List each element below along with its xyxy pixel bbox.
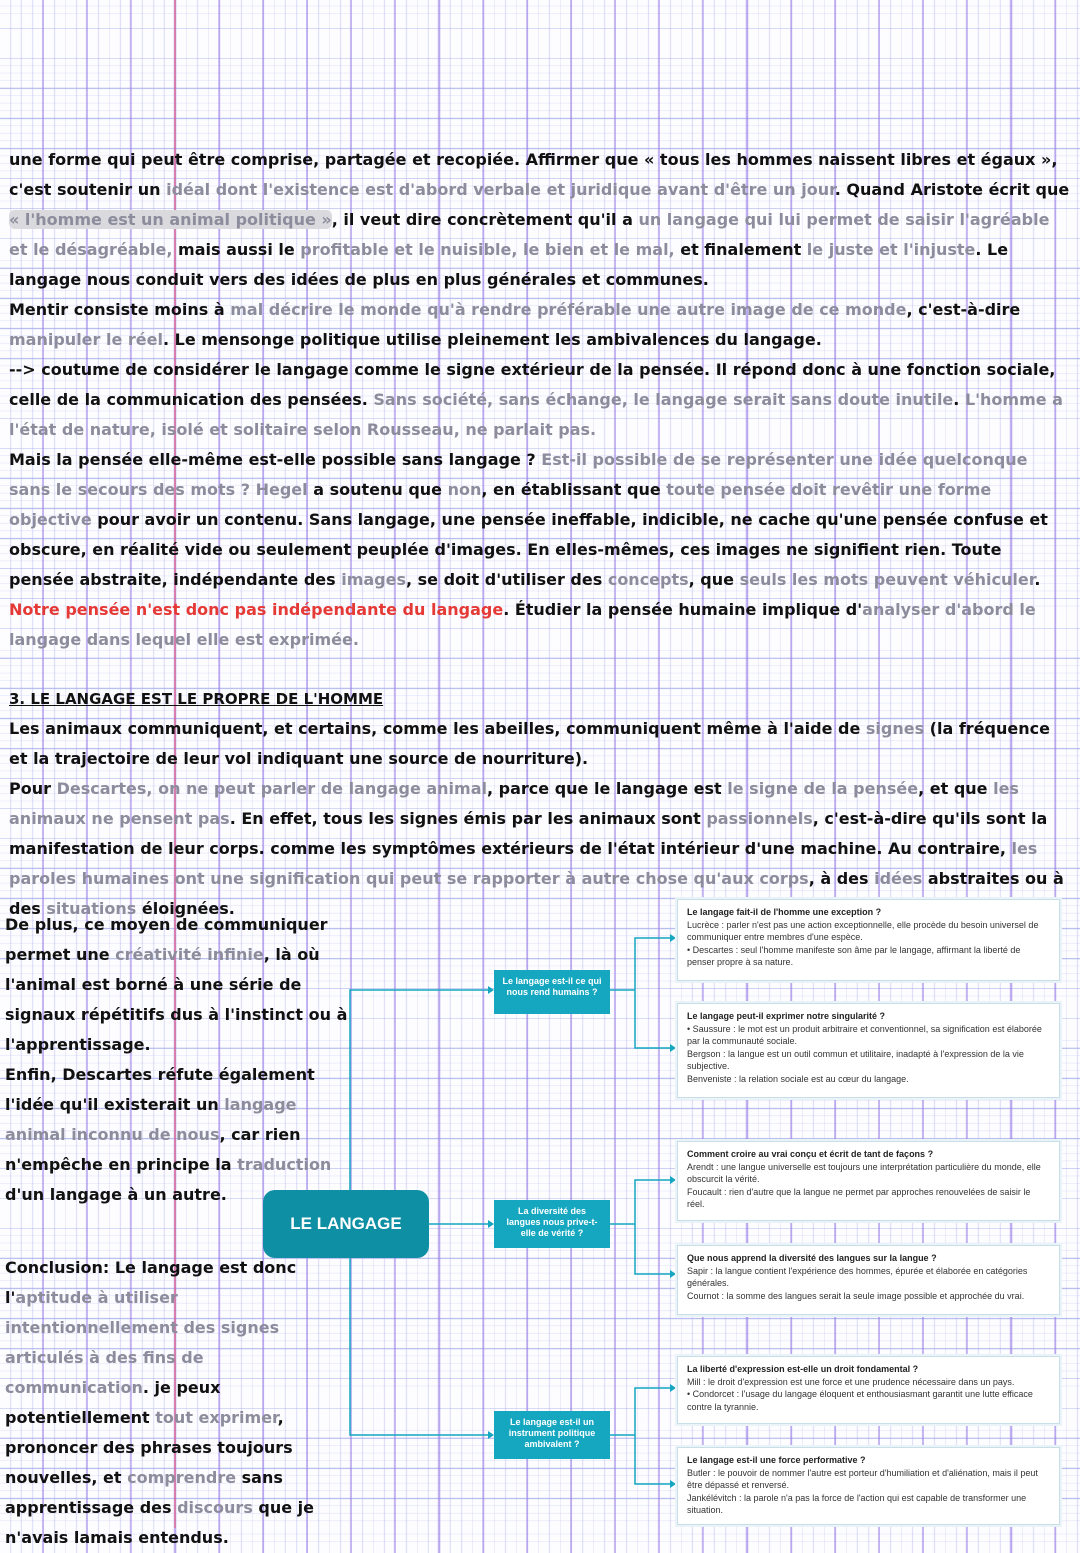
- text-grey: signes: [865, 719, 925, 738]
- text: .: [953, 390, 965, 409]
- text: . Étudier la pensée humaine implique d': [503, 600, 863, 619]
- connector-boxes-3: [610, 1388, 670, 1484]
- mindmap-box-singularity: [677, 1003, 1060, 1098]
- text: , en établissant que: [481, 480, 667, 499]
- text: Les animaux communiquent, et certains, comme les abeilles, communiquent même à l'aide de: [9, 719, 866, 738]
- text: d'un langage à un autre.: [5, 1185, 227, 1204]
- box-line: Lucrèce : parler n'est pas une action exceptionnelle, elle procède du besoin universel de communiquer entre membres d'une espèce.: [687, 919, 1039, 942]
- box-line: Bergson : la langue est un outil commun et utilitaire, inadapté à l'expression de la vie subjective.: [687, 1048, 1024, 1071]
- box-line: Benveniste : la relation sociale est au cœur du langage.: [687, 1073, 909, 1084]
- text-grey: créativité infinie: [115, 945, 264, 964]
- text-grey: concepts: [607, 570, 689, 589]
- mindmap-branch-node-politics: Le langage est-il un instrument politique ambivalent ?: [494, 1411, 610, 1459]
- box-question: La liberté d'expression est-elle un droit fondamental ?: [687, 1364, 919, 1374]
- arrowhead: [670, 1480, 676, 1488]
- text: et finalement: [674, 240, 807, 259]
- text: abstraites ou à des: [9, 869, 1064, 918]
- text: , il veut dire concrètement qu'il a: [331, 210, 639, 229]
- box-line: Sapir : la langue contient l'expérience des hommes, épurée et élaborée en catégories générales.: [687, 1265, 1028, 1288]
- box-line: Mill : le droit d'expression est une force et une prudence nécessaire dans un pays.: [687, 1376, 1015, 1387]
- text: mais aussi le: [172, 240, 301, 259]
- text: , se doit d'utiliser des: [406, 570, 608, 589]
- text: Mais la pensée elle-même est-elle possible sans langage ?: [9, 450, 542, 469]
- text: , et que: [918, 779, 994, 798]
- text-grey: toute pensée doit revêtir une forme objective: [9, 480, 992, 529]
- text: . je peux potentiellement: [5, 1378, 221, 1427]
- text-grey: mal décrire le monde qu'à rendre préférable une autre image de ce monde: [230, 300, 907, 319]
- text: Mentir consiste moins à: [9, 300, 231, 319]
- text: , parce que le langage est: [487, 779, 728, 798]
- mindmap-branch-node-diversity: La diversité des langues nous prive-t-elle de vérité ?: [494, 1200, 610, 1248]
- text-grey: analyser d'abord le langage dans lequel elle est exprimée.: [9, 600, 1036, 649]
- text: , que: [688, 570, 740, 589]
- box-line: Cournot : la somme des langues serait la seule image possible et approchée du vrai.: [687, 1290, 1025, 1301]
- text: . Le langage nous conduit vers des idées de plus en plus générales et communes.: [9, 240, 1009, 289]
- box-line: Arendt : une langue universelle est toujours une interprétation particulière du monde, elle obscurcit la vérité.: [687, 1161, 1041, 1184]
- text: . Le mensonge politique utilise pleinement les ambivalences du langage.: [162, 330, 822, 349]
- text: . En effet, tous les signes émis par les animaux sont: [229, 809, 707, 828]
- text: une forme qui peut être comprise, partagée et recopiée. Affirmer que « tous les hommes naissent libres et égaux », c'est soutenir un: [9, 150, 1058, 199]
- text-grey: seuls les mots peuvent véhiculer: [739, 570, 1035, 589]
- text-grey: le signe de la pensée: [727, 779, 919, 798]
- text-grey: un langage qui lui permet de saisir l'agréable et le désagréable,: [9, 210, 1050, 259]
- arrowhead: [670, 1270, 676, 1278]
- text: . Quand Aristote écrit que: [834, 180, 1070, 199]
- text: , à des: [808, 869, 875, 888]
- arrowhead: [670, 934, 676, 942]
- box-line: • Descartes : seul l'homme manifeste son âme par le langage, affirmant la liberté de penser propre à sa nature.: [687, 944, 1021, 967]
- arrowhead: [670, 1044, 676, 1052]
- text: .: [1034, 570, 1041, 589]
- box-question: Que nous apprend la diversité des langues sur la langue ?: [687, 1253, 937, 1263]
- box-question: Le langage peut-il exprimer notre singularité ?: [687, 1011, 886, 1021]
- text-grey: images: [341, 570, 406, 589]
- box-line: Butler : le pouvoir de nommer l'autre est porteur d'humiliation et d'aliénation, mais il peut être dépassé et renversé.: [687, 1467, 1038, 1490]
- text-grey: manipuler le réel: [9, 330, 163, 349]
- text-grey: aptitude à utiliser intentionnellement des signes articulés à des fins de communication: [5, 1288, 280, 1397]
- mindmap-box-freedom: [677, 1356, 1060, 1424]
- mindmap-box-diversity: [677, 1245, 1060, 1315]
- text-grey: discours: [177, 1498, 253, 1517]
- conclusion-red: Notre pensée n'est donc pas indépendante du langage: [9, 600, 504, 619]
- text-grey: non: [447, 480, 482, 499]
- text-grey: Descartes, on ne peut parler de langage animal: [56, 779, 487, 798]
- mindmap-box-exception: [677, 899, 1060, 981]
- connector-branch-1: [350, 990, 488, 1224]
- text: De plus, ce moyen de communiquer permet une: [5, 915, 328, 964]
- text-grey: langage animal inconnu de nous: [5, 1095, 297, 1144]
- mindmap-box-truth: [677, 1141, 1060, 1221]
- text: --> coutume de considérer le langage comme le signe extérieur de la pensée. Il répond donc à une fonction sociale, celle de la communication des pensées.: [9, 360, 1056, 409]
- text-grey: L'homme a l'état de nature, isolé et solitaire selon Rousseau, ne parlait pas.: [9, 390, 1063, 439]
- box-question: Le langage est-il une force performative ?: [687, 1455, 866, 1465]
- box-line: • Saussure : le mot est un produit arbitraire et conventionnel, sa signification est élaborée par la communauté sociale.: [687, 1023, 1042, 1046]
- text-grey: traduction: [237, 1155, 332, 1174]
- connector-boxes-2: [610, 1180, 670, 1274]
- text: que je n'avais lamais entendus.: [5, 1498, 315, 1547]
- text: , c'est-à-dire qu'ils sont la manifestation de leur corps. comme les symptômes extérieurs de l'état intérieur d'une machine. Au contraire,: [9, 809, 1048, 858]
- text-grey: idéal dont l'existence est d'abord verbale et juridique avant d'être un jour: [166, 180, 835, 199]
- mindmap-branch-node-humans: Le langage est-il ce qui nous rend humains ?: [494, 970, 610, 1014]
- arrowhead: [670, 1176, 676, 1184]
- text: , car rien n'empêche en principe la: [5, 1125, 301, 1174]
- text-grey: le juste et l'injuste: [806, 240, 976, 259]
- text-grey: Sans société, sans échange, le langage serait sans doute inutile: [373, 390, 954, 409]
- text-grey: les animaux ne pensent pas: [9, 779, 1019, 828]
- arrowhead: [670, 1384, 676, 1392]
- text: pour avoir un contenu. Sans langage, une pensée ineffable, indicible, ne cache qu'une pensée confuse et obscure, en réalité vide ou seulement peuplée d'images. En elles-mêmes, ces images ne signifient rien. Toute pensée abstraite, indépendante des: [9, 510, 1048, 589]
- text-grey: passionnels: [706, 809, 813, 828]
- text: éloignées.: [136, 899, 235, 918]
- text-grey: Est-il possible de se représenter une idée quelconque sans le secours des mots ? Hegel: [9, 450, 1028, 499]
- text: , prononcer des phrases toujours nouvelles, et: [5, 1408, 293, 1487]
- text-grey: situations: [46, 899, 137, 918]
- text-grey: comprendre: [127, 1468, 237, 1487]
- box-line: • Condorcet : l'usage du langage éloquent et enthousiasmant garantit une lutte efficace contre la tyrannie.: [687, 1389, 1033, 1412]
- mindmap-center-node: LE LANGAGE: [263, 1190, 429, 1258]
- mindmap-box-performative: [677, 1447, 1060, 1525]
- text: , c'est-à-dire: [906, 300, 1021, 319]
- box-question: Comment croire au vrai conçu et écrit de tant de façons ?: [687, 1149, 934, 1159]
- section-heading: 3. LE LANGAGE EST LE PROPRE DE L'HOMME: [9, 690, 384, 708]
- box-question: Le langage fait-il de l'homme une exception ?: [687, 907, 882, 917]
- text: Enfin, Descartes réfute également l'idée qu'il existerait un: [5, 1065, 315, 1114]
- text: a soutenu que: [307, 480, 448, 499]
- text: (la fréquence et la trajectoire de leur vol indiquant une source de nourriture).: [9, 719, 1050, 768]
- box-line: Jankélévitch : la parole n'a pas la force de l'action qui est capable de transformer une situation.: [687, 1492, 1027, 1515]
- text-grey: profitable et le nuisible, le bien et le mal,: [300, 240, 675, 259]
- text-grey: tout exprimer: [155, 1408, 278, 1427]
- text: Pour: [9, 779, 57, 798]
- text: Conclusion: Le langage est donc l': [5, 1258, 297, 1307]
- text-grey: les paroles humaines ont une signification qui peut se rapporter à autre chose qu'aux corps: [9, 839, 1038, 888]
- text: sans apprentissage des: [5, 1468, 283, 1517]
- quote-aristote: « l'homme est un animal politique »: [9, 210, 332, 229]
- text: , là où l'animal est borné à une série de signaux répétitifs dus à l'instinct ou à l'apprentissage.: [5, 945, 348, 1054]
- connector-boxes-1: [610, 938, 670, 1048]
- box-line: Foucault : rien d'autre que la langue ne permet par approches renouvelées de saisir le réel.: [687, 1186, 1031, 1209]
- text-grey: idées: [874, 869, 923, 888]
